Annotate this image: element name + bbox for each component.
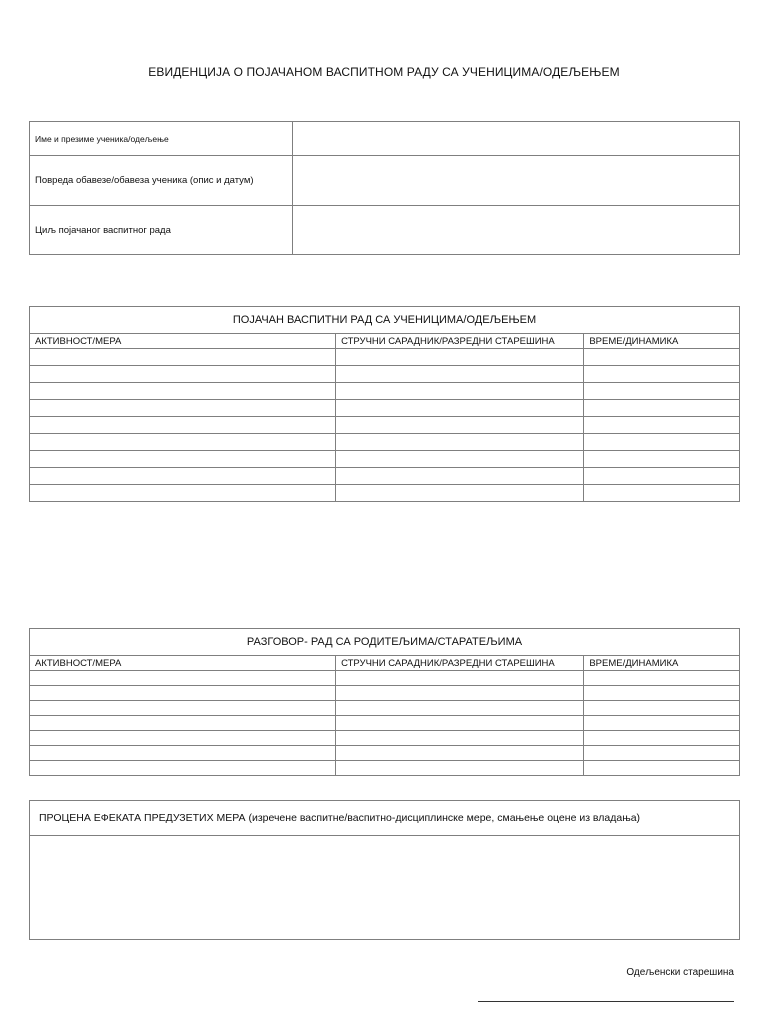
column-activity: АКТИВНОСТ/МЕРА: [30, 334, 336, 349]
activity-cell[interactable]: [30, 451, 336, 468]
time-cell[interactable]: [584, 671, 740, 686]
activity-cell[interactable]: [30, 434, 336, 451]
activity-cell[interactable]: [30, 701, 336, 716]
page-title: ЕВИДЕНЦИЈА О ПОЈАЧАНОМ ВАСПИТНОМ РАДУ СА УЧЕНИЦИМА/ОДЕЉЕЊЕМ: [148, 65, 620, 79]
time-cell[interactable]: [584, 716, 740, 731]
time-cell[interactable]: [584, 451, 740, 468]
table-row: [30, 701, 740, 716]
staff-cell[interactable]: [336, 485, 584, 502]
assessment-field[interactable]: [30, 836, 739, 940]
staff-cell[interactable]: [336, 671, 584, 686]
violation-label: Повреда обавезе/обавеза ученика (опис и датум): [30, 156, 293, 206]
time-cell[interactable]: [584, 731, 740, 746]
students-plan-table: [29, 306, 740, 502]
time-cell[interactable]: [584, 383, 740, 400]
staff-cell[interactable]: [336, 468, 584, 485]
table-row: [30, 417, 740, 434]
time-cell[interactable]: [584, 701, 740, 716]
activity-cell[interactable]: [30, 716, 336, 731]
activity-cell[interactable]: [30, 349, 336, 366]
column-time: ВРЕМЕ/ДИНАМИКА: [584, 334, 740, 349]
name-label: Име и презиме ученика/одељење: [30, 122, 293, 156]
signature-label: Одељенски старешина: [626, 967, 734, 978]
column-staff: СТРУЧНИ САРАДНИК/РАЗРЕДНИ СТАРЕШИНА: [336, 656, 584, 671]
assessment-box: [29, 800, 740, 940]
activity-cell[interactable]: [30, 417, 336, 434]
table-row: [30, 383, 740, 400]
name-field[interactable]: [293, 122, 740, 156]
activity-cell[interactable]: [30, 383, 336, 400]
time-cell[interactable]: [584, 349, 740, 366]
goal-field[interactable]: [293, 206, 740, 255]
time-cell[interactable]: [584, 366, 740, 383]
time-cell[interactable]: [584, 485, 740, 502]
parents-plan-header: РАЗГОВОР- РАД СА РОДИТЕЉИМА/СТАРАТЕЉИМА: [30, 629, 740, 656]
table-row: [30, 349, 740, 366]
staff-cell[interactable]: [336, 366, 584, 383]
table-row: [30, 451, 740, 468]
activity-cell[interactable]: [30, 761, 336, 776]
goal-label: Циљ појачаног васпитног рада: [30, 206, 293, 255]
violation-field[interactable]: [293, 156, 740, 206]
table-row: [30, 686, 740, 701]
staff-cell[interactable]: [336, 701, 584, 716]
table-row: [30, 671, 740, 686]
student-info-table: [29, 121, 740, 255]
students-plan-header: ПОЈАЧАН ВАСПИТНИ РАД СА УЧЕНИЦИМА/ОДЕЉЕЊЕМ: [30, 307, 740, 334]
time-cell[interactable]: [584, 468, 740, 485]
parents-plan-rows: [30, 671, 740, 776]
assessment-header: ПРОЦЕНА ЕФЕКАТА ПРЕДУЗЕТИХ МЕРА (изречене васпитне/васпитно-дисциплинске мере, смањење оцене из владања): [30, 801, 739, 836]
activity-cell[interactable]: [30, 731, 336, 746]
activity-cell[interactable]: [30, 468, 336, 485]
time-cell[interactable]: [584, 400, 740, 417]
staff-cell[interactable]: [336, 451, 584, 468]
time-cell[interactable]: [584, 434, 740, 451]
time-cell[interactable]: [584, 417, 740, 434]
staff-cell[interactable]: [336, 746, 584, 761]
table-row: [30, 746, 740, 761]
column-staff: СТРУЧНИ САРАДНИК/РАЗРЕДНИ СТАРЕШИНА: [336, 334, 584, 349]
time-cell[interactable]: [584, 686, 740, 701]
staff-cell[interactable]: [336, 434, 584, 451]
staff-cell[interactable]: [336, 731, 584, 746]
activity-cell[interactable]: [30, 671, 336, 686]
staff-cell[interactable]: [336, 716, 584, 731]
staff-cell[interactable]: [336, 686, 584, 701]
table-row: [30, 434, 740, 451]
students-plan-rows: [30, 349, 740, 502]
staff-cell[interactable]: [336, 400, 584, 417]
activity-cell[interactable]: [30, 686, 336, 701]
table-row: [30, 761, 740, 776]
table-row: [30, 468, 740, 485]
table-row: [30, 400, 740, 417]
parents-plan-table: [29, 628, 740, 776]
activity-cell[interactable]: [30, 366, 336, 383]
staff-cell[interactable]: [336, 417, 584, 434]
staff-cell[interactable]: [336, 349, 584, 366]
time-cell[interactable]: [584, 761, 740, 776]
table-row: [30, 366, 740, 383]
activity-cell[interactable]: [30, 485, 336, 502]
table-row: [30, 485, 740, 502]
table-row: [30, 716, 740, 731]
column-time: ВРЕМЕ/ДИНАМИКА: [584, 656, 740, 671]
time-cell[interactable]: [584, 746, 740, 761]
table-row: [30, 731, 740, 746]
activity-cell[interactable]: [30, 400, 336, 417]
column-activity: АКТИВНОСТ/МЕРА: [30, 656, 336, 671]
staff-cell[interactable]: [336, 383, 584, 400]
staff-cell[interactable]: [336, 761, 584, 776]
signature-line[interactable]: [478, 1001, 734, 1002]
activity-cell[interactable]: [30, 746, 336, 761]
